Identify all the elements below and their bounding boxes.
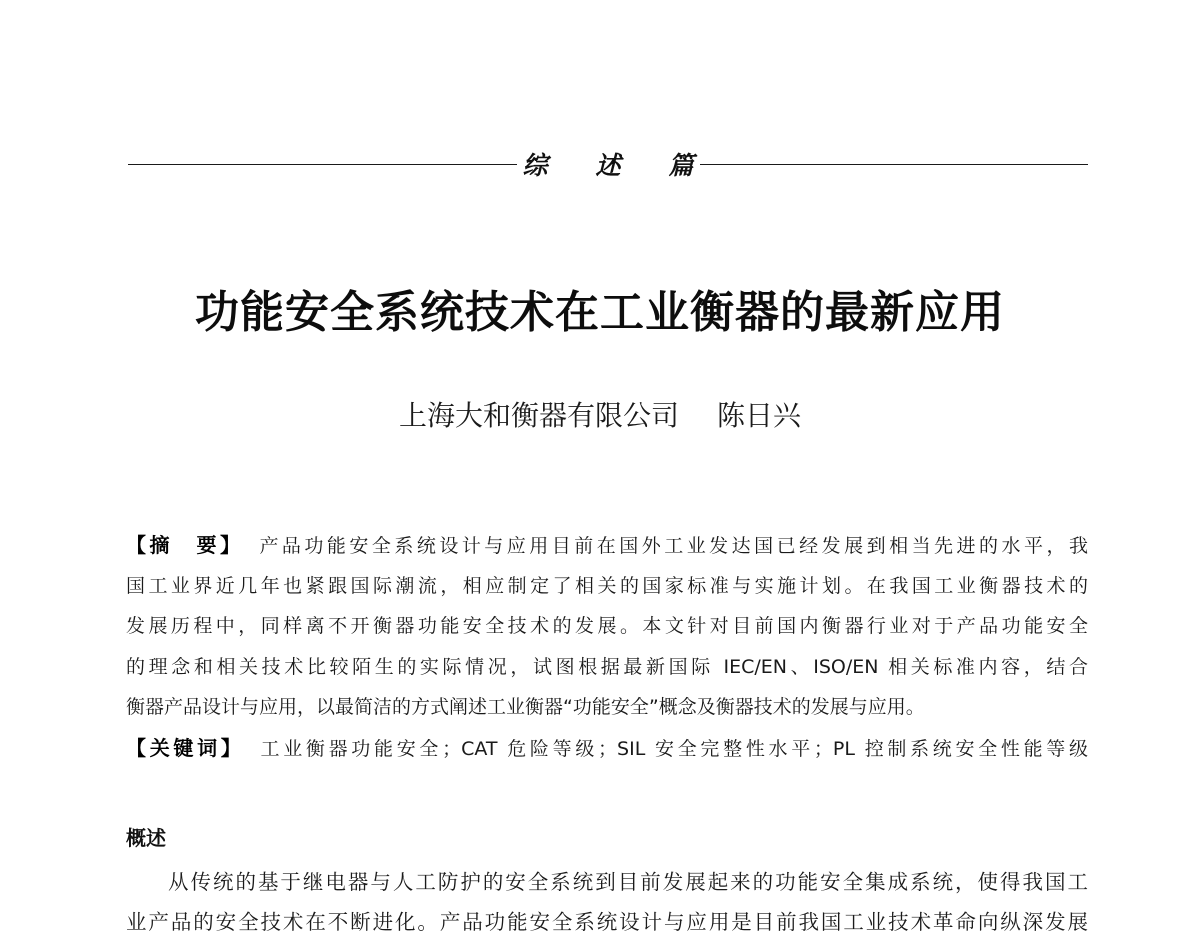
paper-title: 功能安全系统技术在工业衡器的最新应用	[195, 287, 1005, 338]
overview-heading: 概述	[126, 826, 166, 850]
keywords-line	[126, 728, 1088, 769]
abstract-block	[126, 525, 1088, 768]
abstract-text-line-3: 发展历程中，同样离不开衡器功能安全技术的发展。本文针对目前国内衡器行业对于产品功能安全	[126, 615, 1088, 637]
body-line-1: 从传统的基于继电器与人工防护的安全系统到目前发展起来的功能安全集成系统，使得我国工	[168, 870, 1088, 894]
abstract-text-line-5: 衡器产品设计与应用，以最简洁的方式阐述工业衡器“功能安全”概念及衡器技术的发展与应用。	[126, 696, 925, 718]
author-company: 上海大和衡器有限公司	[398, 399, 679, 432]
section-label: 综述篇	[522, 151, 742, 180]
author-name: 陈日兴	[717, 399, 802, 432]
overview-body	[126, 862, 1088, 942]
section-rule-left	[128, 164, 517, 165]
section-rule-right	[700, 164, 1089, 165]
abstract-line	[126, 525, 1088, 566]
abstract-tag: 【摘 要】	[126, 533, 244, 557]
abstract-text-line-1: 产品功能安全系统设计与应用目前在国外工业发达国已经发展到相当先进的水平，我	[259, 535, 1088, 557]
keywords-text: 工业衡器功能安全；CAT 危险等级；SIL 安全完整性水平；PL 控制系统安全性能等级	[260, 737, 1088, 760]
abstract-text-line-2: 国工业界近几年也紧跟国际潮流，相应制定了相关的国家标准与实施计划。在我国工业衡器技术的	[126, 574, 1088, 597]
section-header	[128, 146, 1088, 182]
author-line	[0, 394, 1200, 434]
abstract-text-line-4: 的理念和相关技术比较陌生的实际情况，试图根据最新国际 IEC/EN、ISO/EN 相关标准内容，结合	[126, 655, 1088, 678]
body-line-2: 业产品的安全技术在不断进化。产品功能安全系统设计与应用是目前我国工业技术革命向纵深发展	[126, 910, 1088, 934]
keywords-tag: 【关键词】	[126, 735, 245, 760]
